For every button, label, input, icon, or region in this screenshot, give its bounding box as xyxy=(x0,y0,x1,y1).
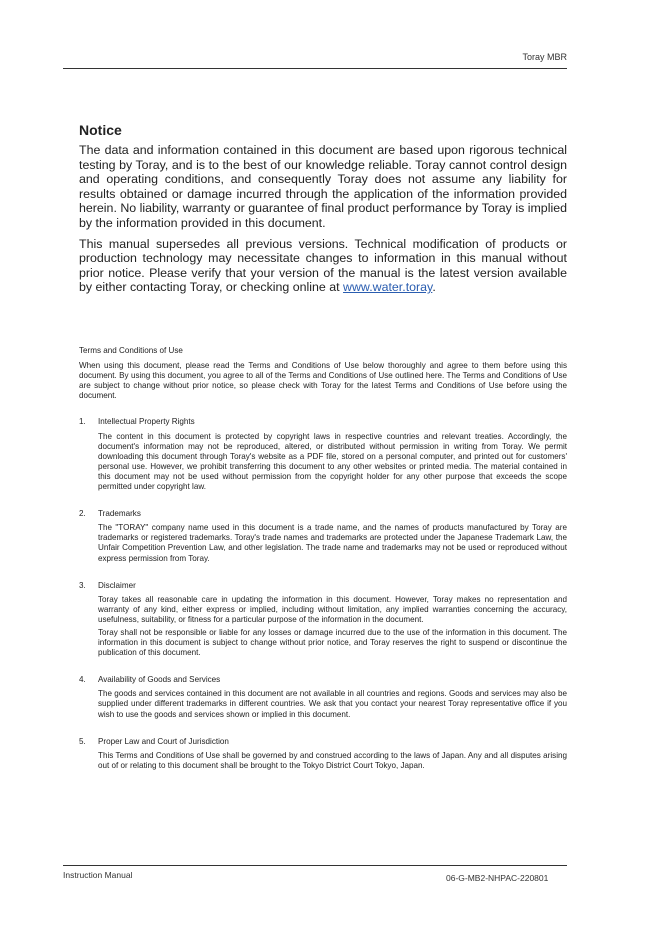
website-link[interactable]: www.water.toray xyxy=(343,280,433,295)
terms-item xyxy=(79,581,567,659)
terms-item-number: 3. xyxy=(79,580,86,590)
footer-document-type: Instruction Manual xyxy=(63,870,133,880)
terms-item xyxy=(79,737,567,771)
terms-item-paragraph: The content in this document is protected by copyright laws in respective countries and relevant treaties. Accordingly, the document's information may not be reproduced, altered, or distributed without permission in writing from Toray. We permit downloading this document through Toray's website as a PDF file, stored on a personal computer, and printed out for customers' personal use. However, we prohibit transferring this document to any other websites or printed media. The material contained in this document may not be used without permission from the copyright holder for any other purpose that exceeds the scope permitted under copyright law. xyxy=(98,431,567,492)
terms-item-heading: Availability of Goods and Services xyxy=(98,675,221,685)
notice-paragraph-2 xyxy=(79,237,567,295)
notice-paragraph-2-end: . xyxy=(432,280,436,295)
terms-item-number: 2. xyxy=(79,509,86,519)
terms-item xyxy=(79,417,567,492)
running-header-brand: Toray MBR xyxy=(522,52,567,62)
terms-intro: When using this document, please read the Terms and Conditions of Use below thoroughly and agree to them before using this document. By using this document, you agree to all of the Terms and Conditions of Use outlined here. The Terms and Conditions of Use are subject to change without prior notice, so please check with Toray for the latest Terms and Conditions of Use before using the document. xyxy=(79,361,567,401)
footer-document-code: 06-G-MB2-NHPAC-220801 xyxy=(446,873,549,883)
terms-item-number: 1. xyxy=(79,417,86,427)
terms-item-paragraph: The goods and services contained in this document are not available in all countries and regions. Goods and services may also be supplied under different trademarks in different countries. We ask that you contact your nearest Toray representative office if you wish to use the goods and services shown or implied in this document. xyxy=(98,689,567,719)
notice-title: Notice xyxy=(79,122,122,138)
terms-item xyxy=(79,509,567,563)
terms-item-heading: Intellectual Property Rights xyxy=(98,417,195,427)
terms-item-paragraph: This Terms and Conditions of Use shall be governed by and construed according to the laws of Japan. Any and all disputes arising out of or relating to this document shall be brought to the Tokyo District Court Tokyo, Japan. xyxy=(98,750,567,770)
terms-title: Terms and Conditions of Use xyxy=(79,346,183,355)
terms-item xyxy=(79,675,567,719)
header-divider xyxy=(63,68,567,69)
notice-body xyxy=(79,143,567,301)
footer-divider xyxy=(63,865,567,866)
terms-item-paragraph: Toray takes all reasonable care in updating the information in this document. However, Toray makes no representation and warranty of any kind, either express or implied, including without limitation, any implied warranties concerning the accuracy, usefulness, suitability, or fitness for a particular purpose of the information in the document. xyxy=(98,594,567,624)
terms-item-heading: Proper Law and Court of Jurisdiction xyxy=(98,736,229,746)
terms-item-number: 5. xyxy=(79,736,86,746)
terms-item-heading: Disclaimer xyxy=(98,580,136,590)
notice-paragraph-1: The data and information contained in this document are based upon rigorous technical testing by Toray, and is to the best of our knowledge reliable. Toray cannot control design and operating conditions, and consequently Toray does not assume any liability for results obtained or damage incurred through the application of the information provided herein. No liability, warranty or guarantee of final product performance by Toray is implied by the information provided in this document. xyxy=(79,143,567,230)
terms-item-paragraph: Toray shall not be responsible or liable for any losses or damage incurred due to the use of the information in this document. The information in this document is subject to change without prior notice, and Toray reserves the right to suspend or discontinue the publication of this document. xyxy=(98,627,567,658)
terms-item-paragraph: The "TORAY" company name used in this document is a trade name, and the names of products manufactured by Toray are trademarks or registered trademarks. Toray's trade names and trademarks are protected under the Japanese Trademark Law, the Unfair Competition Prevention Law, and other legislation. The trade name and trademarks may not be used or reproduced without express permission from Toray. xyxy=(98,523,567,563)
notice-paragraph-2-text: This manual supersedes all previous versions. Technical modification of products or production technology may necessitate changes to information in this manual without prior notice. Please verify that your version of the manual is the latest version available by either contacting Toray, or checking online at xyxy=(79,236,567,295)
terms-item-number: 4. xyxy=(79,675,86,685)
terms-item-heading: Trademarks xyxy=(98,509,141,519)
terms-section xyxy=(79,346,567,774)
terms-list xyxy=(79,417,567,770)
